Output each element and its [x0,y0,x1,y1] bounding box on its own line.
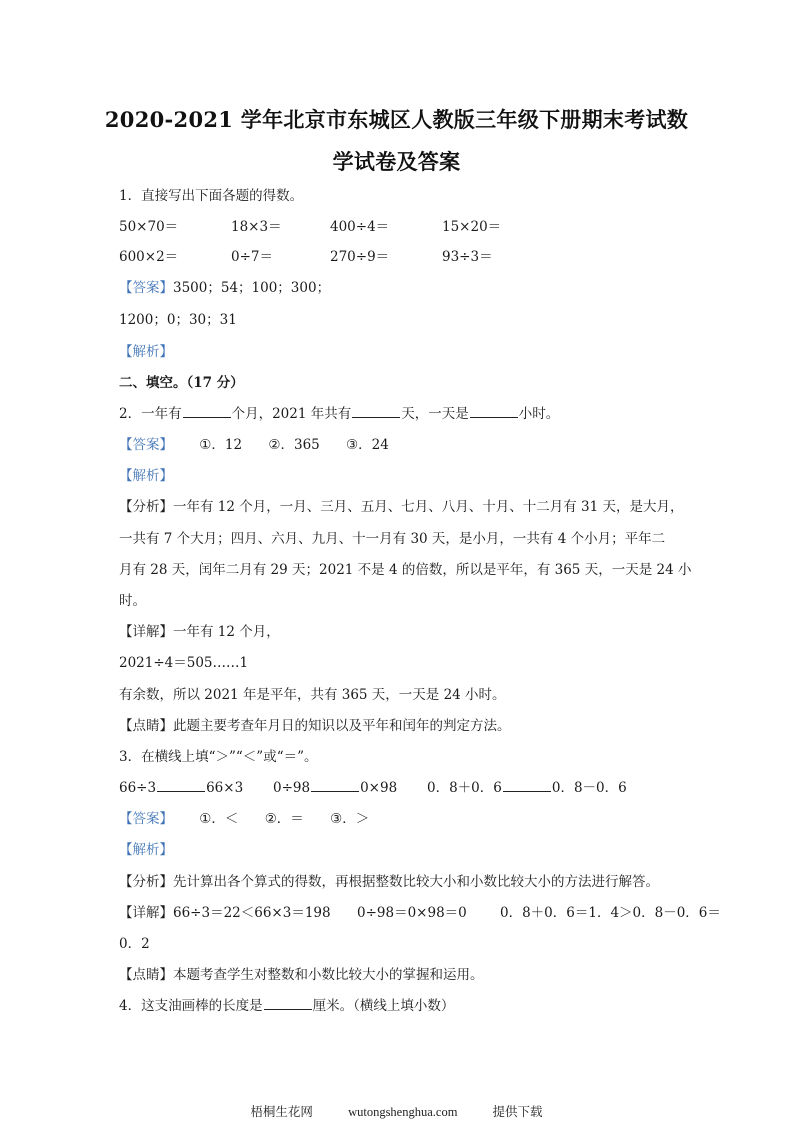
q2-detail-line: 2021÷4＝505……1 [119,655,249,671]
q1-row-2 [119,248,679,266]
q1-expression: 600×2＝ [119,249,179,265]
q3-detail-part: 0．8＋0．6＝1．4＞0．8－0．6＝ [500,905,721,921]
answer-tag: 【答案】 [119,811,173,827]
q3-answer-3: ③．＞ [330,811,370,827]
q2-prompt-part: 天，一天是 [401,406,469,422]
q3-prompt: 3．在横线上填“＞”“＜”或“＝”。 [119,749,318,765]
q1-answer-line2: 1200；0；30；31 [119,312,237,328]
document-title-line2: 学试卷及答案 [332,149,461,174]
q2-comment-text: 此题主要考查年月日的知识以及平年和闰年的判定方法。 [173,718,511,734]
q2-analysis-line: 时。 [119,593,146,609]
analysis-tag: 【解析】 [119,344,173,360]
q2-analysis-text: 一年有 12 个月，一月、三月、五月、七月、八月、十月、十二月有 31 天，是大月， [173,499,684,515]
q3-analysis-text: 先计算出各个算式的得数，再根据整数比较大小和小数比较大小的方法进行解答。 [173,874,659,890]
q3-detail-text: 66÷3＝22＜66×3＝198 [173,905,331,921]
q3-item-left: 66÷3 [119,780,157,796]
q2-analysis-line: 一共有 7 个大月；四月、六月、九月、十一月有 30 天，是小月，一共有 4 个小月；平年二 [119,531,666,547]
q3-analysis [119,873,659,891]
footer-site-name: 梧桐生花网 [250,1105,313,1119]
q1-answer [119,279,330,297]
detailed-solution-tag: 【详解】 [119,624,173,640]
q4-prompt [119,997,454,1015]
q2-detail-line [119,623,280,641]
q1-prompt: 1．直接写出下面各题的得数。 [119,188,304,204]
q3-answer-2: ②．＝ [264,811,304,827]
q2-detail-text: 一年有 12 个月， [173,624,280,640]
q3-comment [119,966,484,984]
q2-detail-line: 有余数，所以 2021 年是平年，共有 365 天，一天是 24 小时。 [119,687,506,703]
q3-item-right: 0×98 [360,780,398,796]
answer-blank [311,779,359,792]
answer-blank [352,405,400,418]
q2-analysis-line [119,498,684,516]
section-2-heading: 二、填空。（17 分） [119,375,244,391]
q1-expression: 18×3＝ [231,219,282,235]
answer-tag: 【答案】 [119,280,173,296]
q1-expression: 400÷4＝ [330,219,390,235]
answer-tag: 【答案】 [119,437,173,453]
footer-site-url[interactable]: wutongshenghua.com [348,1105,458,1119]
q2-comment [119,717,511,735]
answer-blank [503,779,551,792]
q1-expression: 270÷9＝ [330,249,390,265]
analysis-detail-tag: 【分析】 [119,874,173,890]
q1-row-1 [119,218,679,236]
answer-blank [470,405,518,418]
q3-item [427,779,627,797]
q2-prompt-part: 个月，2021 年共有 [231,406,352,422]
q1-expression: 0÷7＝ [231,249,273,265]
document-title-line1: 2020-2021 学年北京市东城区人教版三年级下册期末考试数 [104,107,689,132]
q2-answer-2: ②．365 [268,437,320,453]
q1-expression: 50×70＝ [119,219,179,235]
q3-detail-wrap: 0．2 [119,936,150,952]
q3-item-right: 66×3 [206,780,244,796]
q3-item-left: 0÷98 [273,780,311,796]
q3-comment-text: 本题考查学生对整数和小数比较大小的掌握和运用。 [173,967,484,983]
q2-prompt-part: 小时。 [518,406,560,422]
q1-expression: 15×20＝ [442,219,502,235]
q2-prompt-part: 2．一年有 [119,406,182,422]
comment-tag: 【点睛】 [119,718,173,734]
q3-item [273,779,397,797]
q4-prompt-part: 厘米。（横线上填小数） [312,998,455,1014]
q1-answer-text: 3500；54；100；300； [173,280,331,296]
answer-blank [264,997,312,1010]
answer-blank [157,779,205,792]
q3-answer [119,810,369,828]
q4-prompt-part: 4．这支油画棒的长度是 [119,998,263,1014]
footer-note: 提供下载 [492,1105,543,1119]
q2-answer [119,436,389,454]
answer-blank [183,405,231,418]
q3-items [119,779,679,797]
comment-tag: 【点睛】 [119,967,173,983]
q3-answer-1: ①．＜ [199,811,239,827]
q3-detail-part [119,904,331,922]
analysis-tag: 【解析】 [119,468,173,484]
q3-detail-part: 0÷98＝0×98＝0 [357,905,467,921]
q3-analysis-tag [119,841,173,859]
q1-expression: 93÷3＝ [442,249,493,265]
q2-analysis-tag [119,467,173,485]
q1-analysis-tag [119,343,173,361]
q3-detail [119,904,721,922]
q2-answer-3: ③．24 [346,437,389,453]
detailed-solution-tag: 【详解】 [119,905,173,921]
q3-item-left: 0．8＋0．6 [427,780,502,796]
analysis-detail-tag: 【分析】 [119,499,173,515]
q2-analysis-line: 月有 28 天，闰年二月有 29 天；2021 不是 4 的倍数，所以是平年，有 365 天，一天是 24 小 [119,562,692,578]
page-footer [0,1102,793,1120]
analysis-tag: 【解析】 [119,842,173,858]
q2-answer-1: ①．12 [199,437,243,453]
q3-item [119,779,243,797]
q2-prompt [119,405,559,423]
q3-item-right: 0．8－0．6 [551,780,627,796]
